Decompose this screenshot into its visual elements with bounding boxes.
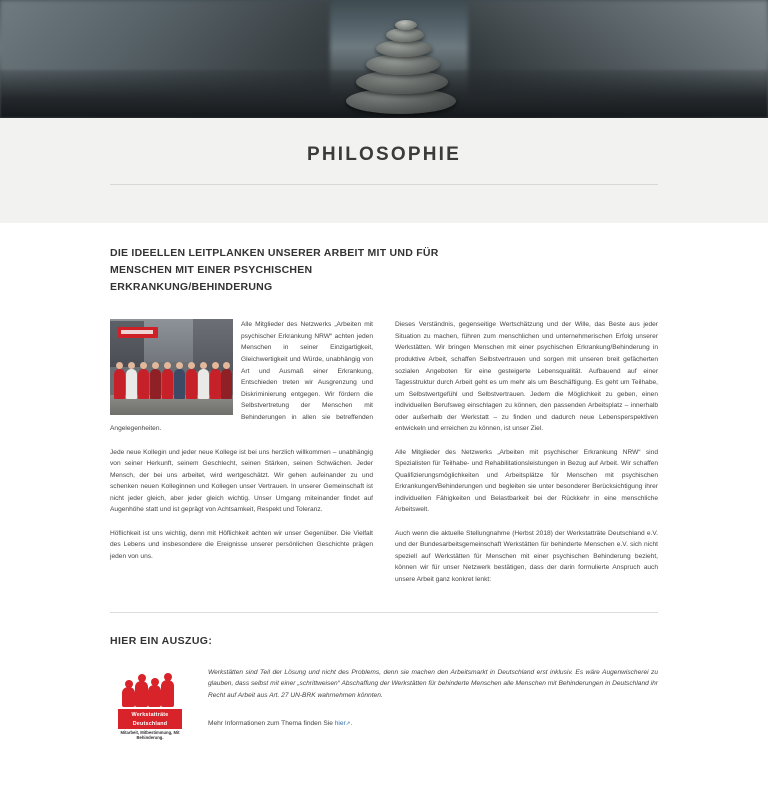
stone-5-icon [386,28,424,42]
photo-person [221,369,232,399]
external-link-icon: ↗ [345,721,351,728]
section-divider [110,612,658,613]
two-column-text [110,319,658,585]
excerpt-more-prefix: Mehr Informationen zum Thema finden Sie [208,720,335,728]
left-column [110,319,373,585]
photo-person [186,369,197,399]
right-paragraph-3: Auch wenn die aktuelle Stellungnahme (Herbst 2018) der Werkstatträte Deutschland e.V. und der Bundesarbeitsgemeinschaft Werkstätten für behinderte Menschen e.V. sich nicht speziell auf Werkstätten für Menschen mit einer psychischen Behinderung bezieht, können wir für unser Netzwerk bestätigen, dass der darin formulierte Anspruch auch unsere Arbeit ganz konkret lenkt: [395,529,658,584]
right-paragraph-1: Dieses Verständnis, gegenseitige Wertschätzung und der Wille, das Beste aus jeder Situation zu machen, führen zum menschlichen und unternehmerischen Erfolg unserer Werkstätten. Wir bringen Menschen mit einer psychischen Erkrankung/Behinderung in produktive Arbeit, schaffen Selbstvertrauen und sorgen mit unseren breit gefächerten sozialen Angeboten für eine gesteigerte Lebensqualität. Aufbauend auf einer Tagesstruktur durch Arbeit geht es um mehr als um Beschäftigung. Es geht um Teilhabe, um Selbstwertgefühl und Selbstvertrauen. Jedem die Möglichkeit zu geben, einen individuellen Berufsweg einschlagen zu können, den passenden Arbeitsplatz – innerhalb oder außerhalb der Werkstatt – zu finden und dadurch neue Lebensperspektiven entwickeln und erreichen zu können, ist unser Ziel. [395,321,658,433]
section-heading: DIE IDEELLEN LEITPLANKEN UNSERER ARBEIT MIT UND FÜR MENSCHEN MIT EINER PSYCHISCHEN ERKRANKUNG/BEHINDERUNG [110,247,439,293]
excerpt-more-line: Mehr Informationen zum Thema finden Sie hier↗. [208,720,353,728]
hero-banner [0,0,768,118]
logo-figure [148,685,161,707]
excerpt-section [110,635,658,745]
werkstattraete-logo [110,667,190,745]
page-title: PHILOSOPHIE [306,144,462,165]
photo-person [198,369,209,399]
left-paragraph-1: Alle Mitglieder des Netzwerks „Arbeiten mit psychischer Erkrankung NRW“ achten jeden Menschen in seiner Einzigartigkeit, Gleichwertigkeit und Würde, unabhängig von Art und Ausmaß einer Erkrankung, Entschieden treten wir Ausgrenzung und Diskriminierung entgegen. Wir fördern die Selbstvertretung der Menschen mit Behinderungen in allen sie betreffenden Angelegenheiten. [110,321,373,433]
excerpt-body [110,667,658,745]
logo-line-2: Deutschland [132,721,168,728]
more-info-link[interactable] [335,720,351,727]
excerpt-quote: Werkstätten sind Teil der Lösung und nicht des Problems, denn sie machen den Arbeitsmarkt in Deutschland erst inklusiv. Es wäre Augenwischerei zu glauben, dass selbst mit einer „schrittweisen“ Abschaffung der Werkstätten für behinderte Menschen alle Menschen mit Behinderungen in Deutschland ihr Recht auf Arbeit aus Art. 27 UN-BRK wahrnehmen könnten. [208,668,658,700]
stone-6-icon [395,20,417,30]
photo-person [174,369,185,399]
left-paragraph-2: Jede neue Kollegin und jeder neue Kollege ist bei uns herzlich willkommen – unabhängig von seiner Herkunft, seinem Geschlecht, seinen Stärken, seinen Schwächen. Jeder Mensch, der bei uns arbeitet, wird wertgeschätzt. Wir gehen aufeinander zu und schenken neuen Kolleginnen und Kollegen unser Vertrauen. In unserer Gemeinschaft ist nicht jeder gleich, aber jeder gleich wichtig. Unser Umgang miteinander findet auf Augenhöhe statt und ist geprägt von Achtsamkeit, Respekt und Toleranz. [110,448,373,514]
excerpt-text [208,667,658,730]
title-band-spacer [0,185,768,223]
logo-figure [161,680,174,707]
photo-person [162,369,173,399]
logo-name-bar [118,709,182,729]
logo-figures [118,673,182,707]
photo-person [126,369,137,399]
team-photo [110,319,233,415]
photo-person [138,369,149,399]
logo-figure [122,687,135,707]
stone-3-icon [366,54,440,75]
photo-person [210,369,221,399]
excerpt-heading: HIER EIN AUSZUG: [110,634,213,647]
left-paragraph-3: Höflichkeit ist uns wichtig, denn mit Höflichkeit achten wir unser Gegenüber. Die Vielfalt des Lebens und insbesondere die Ereignisse unserer persönlichen Geschichte prägen jeden von uns. [110,529,373,560]
more-info-link-label: hier [334,720,346,728]
stone-4-icon [376,40,432,57]
photo-crowd [110,353,233,399]
photo-person [150,369,161,399]
right-column [395,319,658,585]
photo-person [114,369,125,399]
right-paragraph-2: Alle Mitglieder des Netzwerks „Arbeiten mit psychischer Erkrankung NRW“ sind Spezialisten für Teilhabe- und Rehabilitationsleistungen in Bezug auf Arbeit. Wir schaffen Qualifizierungsmöglichkeiten und Arbeitsplätze für Menschen mit psychischen Erkrankungen/Behinderungen und begleiten sie unter besonderer Berücksichtigung ihrer individuellen Fähigkeiten und Belastbarkeit bei der Rückkehr in eine menschliche Arbeitswelt. [395,448,658,514]
logo-line-1: Werkstatträte [131,711,169,718]
photo-banner [118,327,158,338]
main-content [110,223,658,586]
title-band [0,118,768,223]
logo-figure [135,681,148,707]
logo-subline: Mitarbeit, Mitbestimmung, Mit Behinderung. [120,729,180,741]
